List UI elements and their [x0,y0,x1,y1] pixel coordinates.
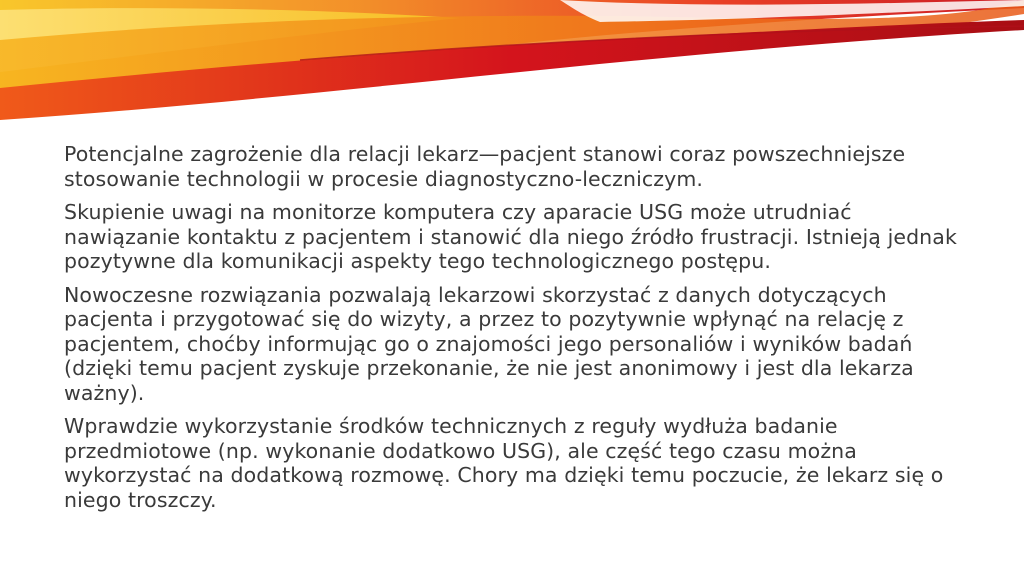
decorative-header-swoosh [0,0,1024,130]
paragraph-4: Wprawdzie wykorzystanie środków technicznych z reguły wydłuża badanie przedmiotowe (np. wykonanie dodatkowo USG), ale część tego czasu można wykorzystać na dodatkową rozmowę. Chory ma dzięki temu poczucie, że lekarz się o niego troszczy. [64,414,944,512]
slide-body [64,142,964,521]
paragraph-2: Skupienie uwagi na monitorze komputera czy aparacie USG może utrudniać nawiązanie kontaktu z pacjentem i stanowić dla niego źródło frustracji. Istnieją jednak pozytywne dla komunikacji aspekty tego technologicznego postępu. [64,200,957,273]
paragraph-3: Nowoczesne rozwiązania pozwalają lekarzowi skorzystać z danych dotyczących pacjenta i przygotować się do wizyty, a przez to pozytywnie wpłynąć na relację z pacjentem, choćby informując go o znajomości jego personaliów i wyników badań (dzięki temu pacjent zyskuje przekonanie, że nie jest anonimowy i jest dla lekarza ważny). [64,282,914,405]
paragraph-1: Potencjalne zagrożenie dla relacji lekarz—pacjent stanowi coraz powszechniejsze stosowanie technologii w procesie diagnostyczno-leczniczym. [64,142,906,191]
